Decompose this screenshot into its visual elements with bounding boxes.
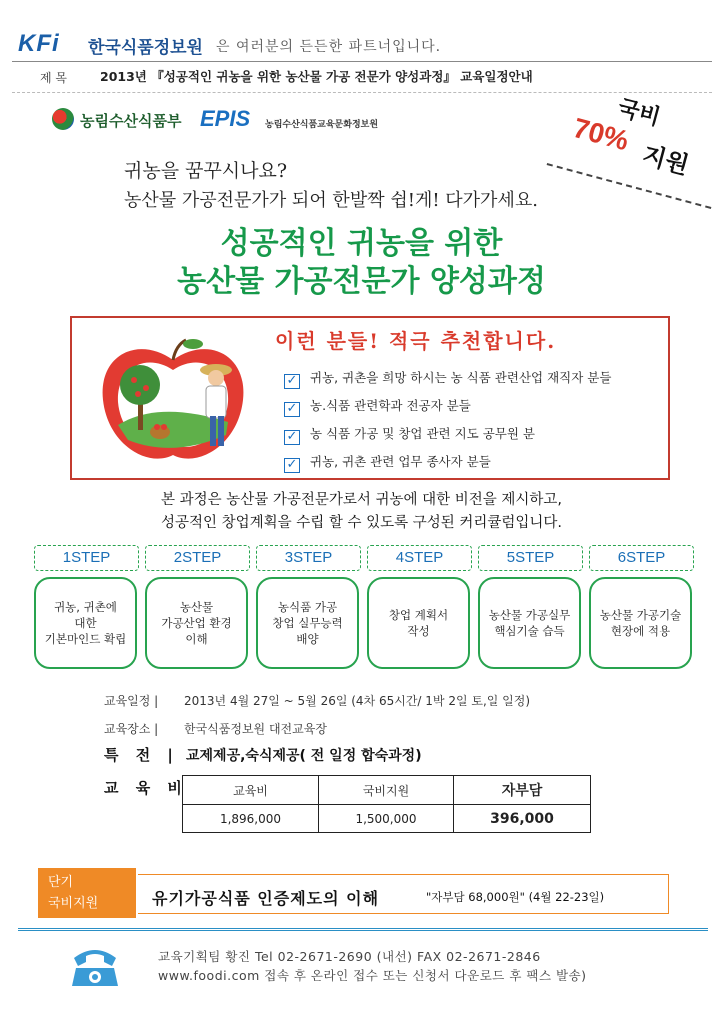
step-label: 3STEP [256,545,361,571]
hook-line-2: 농산물 가공전문가가 되어 한발짝 쉽!게! 다가가세요. [124,190,538,211]
fee-table [182,775,591,833]
checkbox-checked-icon: ✓ [284,402,300,417]
org-name: 한국식품정보원 [88,38,203,58]
intro-line-1: 본 과정은 농산물 가공전문가로서 귀농에 대한 비전을 제시하고, [160,492,563,508]
recommend-title: 이런 분들! 적극 추천합니다. [275,329,557,353]
step-label: 2STEP [145,545,250,571]
org-slogan: 은 여러분의 든든한 파트너입니다. [216,39,442,55]
fee-header-subsidy: 국비지원 [319,776,454,805]
perks-value: 교제제공,숙식제공( 전 일정 합숙과정) [186,748,422,764]
step-description: 농산물 가공산업 환경 이해 [145,577,248,669]
step-label: 1STEP [34,545,139,571]
table-row [183,776,591,805]
subject-text: 2013년 『성공적인 귀농을 위한 농산물 가공 전문가 양성과정』 교육일정안내 [100,69,533,84]
course-title-line-1: 성공적인 귀농을 위한 [220,226,503,261]
fee-value-self: 396,000 [454,805,591,833]
checkbox-checked-icon: ✓ [284,374,300,389]
subsidy-line3: 지원 [639,140,692,180]
ministry-logo-icon [52,108,74,130]
apple-farmer-illustration [98,330,248,470]
step-description: 귀농, 귀촌에 대한 기본마인드 확립 [34,577,137,669]
phone-icon [66,938,124,990]
schedule-value: 2013년 4월 27일 ~ 5월 26일 (4차 65시간/ 1박 2일 토,일 일정) [184,694,531,708]
recommend-item: ✓ 귀농, 귀촌 관련 업무 종사자 분들 [284,452,491,473]
fee-header-self: 자부담 [454,776,591,805]
step-description: 농산물 가공기술 현장에 적용 [589,577,692,669]
short-term-title: 유기가공식품 인증제도의 이해 [152,889,380,908]
step-description: 농식품 가공 창업 실무능력 배양 [256,577,359,669]
subsidy-line1: 국비 [615,95,663,131]
epis-logo: EPIS [200,106,251,131]
recommend-item: ✓ 귀농, 귀촌을 희망 하시는 농 식품 관련산업 재직자 분들 [284,368,611,389]
fee-label: 교 육 비 [104,779,188,797]
recommend-item: ✓ 농.식품 관련학과 전공자 분들 [284,396,471,417]
header-divider [12,61,712,62]
step-description: 농산물 가공실무 핵심기술 습득 [478,577,581,669]
subsidy-percent: 70% [569,111,633,157]
subject-label: 제 목 [40,71,67,85]
short-term-badge [38,868,136,918]
contact-line: 교육기획팀 황진 Tel 02-2671-2690 (내선) FAX 02-2671-2846 [158,949,541,964]
course-title-line-2: 농산물 가공전문가 양성과정 [177,264,546,299]
fee-value-total: 1,896,000 [183,805,319,833]
intro-line-2: 성공적인 창업계획을 수립 할 수 있도록 구성된 커리큘럼입니다. [160,515,563,531]
apply-line: www.foodi.com 접속 후 온라인 접수 또는 신청서 다운로드 후 팩스 발송) [158,968,587,983]
hook-line-1: 귀농을 꿈꾸시나요? [124,160,288,182]
epis-name: 농림수산식품교육문화정보원 [265,120,379,130]
short-term-detail: "자부담 68,000원" (4월 22-23일) [426,890,605,904]
footer-divider [18,928,708,931]
kfi-logo: KFi [18,30,60,57]
step-label: 4STEP [367,545,472,571]
short-term-badge-line1: 단기 [48,875,74,890]
perks-label: 특 전 | [104,746,179,764]
schedule-label: 교육일정 | [104,694,159,708]
short-term-badge-line2: 국비지원 [48,896,99,911]
recommend-item: ✓ 농 식품 가공 및 창업 관련 지도 공무원 분 [284,424,535,445]
place-value: 한국식품정보원 대전교육장 [184,722,327,736]
step-label: 5STEP [478,545,583,571]
checkbox-checked-icon: ✓ [284,430,300,445]
step-description: 창업 계획서 작성 [367,577,470,669]
fee-header-total: 교육비 [183,776,319,805]
ministry-name: 농림수산식품부 [80,112,182,130]
fee-value-subsidy: 1,500,000 [319,805,454,833]
checkbox-checked-icon: ✓ [284,458,300,473]
table-row [183,805,591,833]
step-label: 6STEP [589,545,694,571]
place-label: 교육장소 | [104,722,159,736]
